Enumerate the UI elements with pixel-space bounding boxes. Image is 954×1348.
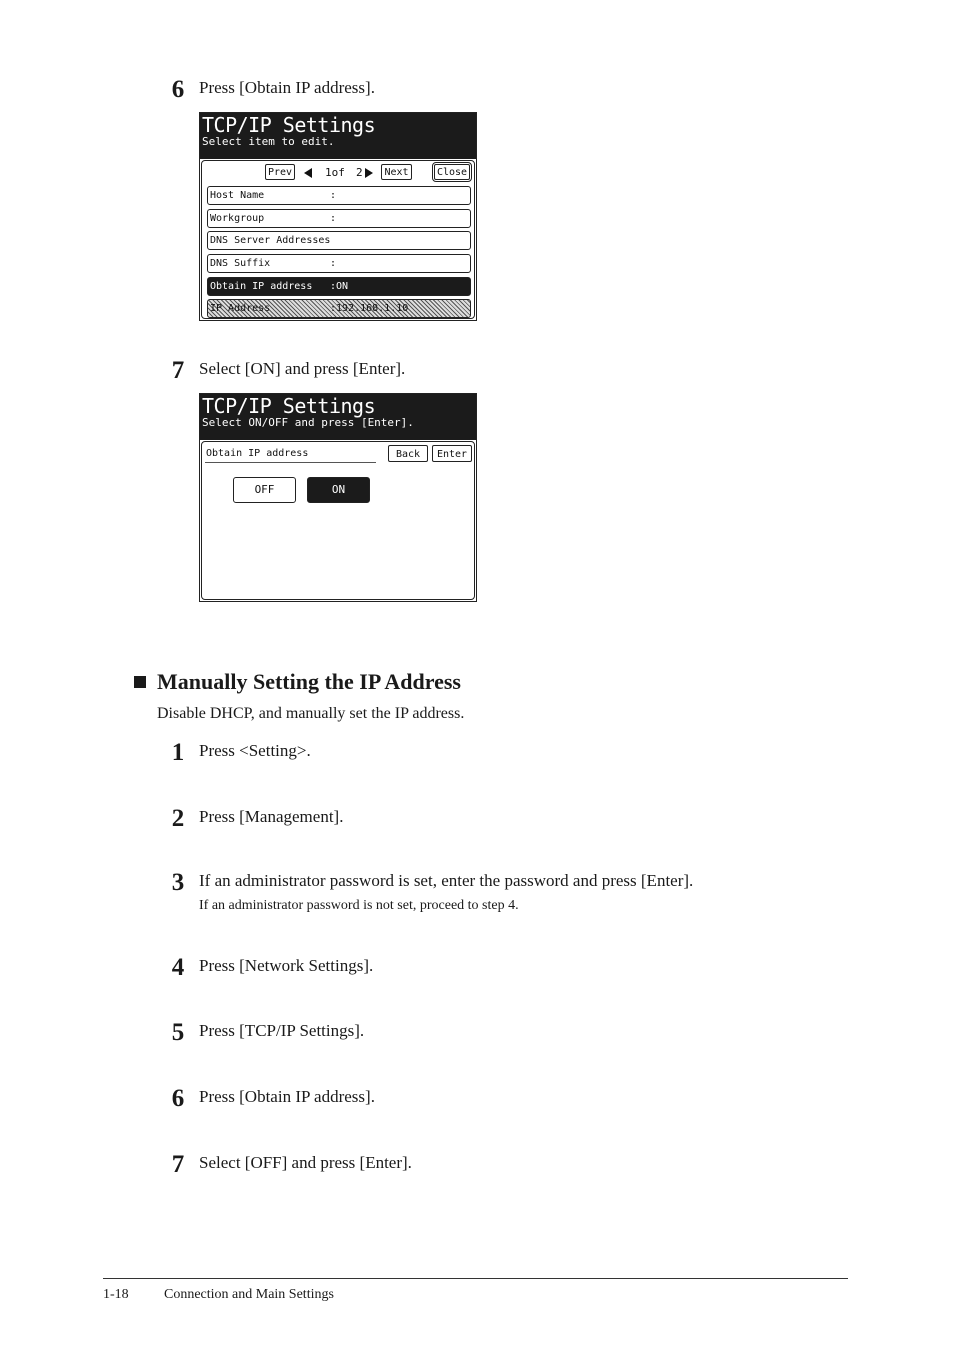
step-text: Select [ON] and press [Enter]. bbox=[199, 359, 406, 378]
enter-button[interactable]: Enter bbox=[432, 445, 472, 462]
step-text: Press [TCP/IP Settings]. bbox=[199, 1021, 365, 1040]
item-label: Workgroup bbox=[210, 213, 265, 224]
left-arrow-icon bbox=[304, 168, 312, 178]
page-total: 2 bbox=[356, 166, 363, 179]
screen-title: TCP/IP Settings bbox=[202, 394, 376, 418]
screen-subtitle: Select item to edit. bbox=[202, 135, 335, 148]
list-item-obtain-ip[interactable] bbox=[207, 277, 471, 296]
list-item-host-name[interactable] bbox=[207, 186, 471, 205]
field-underline bbox=[205, 462, 376, 463]
step-text: Press <Setting>. bbox=[199, 741, 311, 760]
step-number: 7 bbox=[171, 357, 185, 384]
tcpip-settings-screen bbox=[199, 112, 477, 321]
footer-rule bbox=[103, 1278, 848, 1279]
section-description: Disable DHCP, and manually set the IP address. bbox=[157, 705, 465, 722]
step-text: If an administrator password is set, enter the password and press [Enter]. bbox=[199, 871, 694, 890]
back-button[interactable]: Back bbox=[388, 445, 428, 462]
page-number: 1-18 bbox=[103, 1287, 129, 1302]
step-number: 7 bbox=[171, 1151, 185, 1178]
next-button[interactable]: Next bbox=[381, 164, 412, 180]
item-label: Obtain IP address bbox=[210, 281, 313, 292]
step-number: 6 bbox=[171, 1085, 185, 1112]
item-label: IP Address bbox=[210, 303, 271, 314]
list-item-dns-server[interactable] bbox=[207, 231, 471, 250]
obtain-ip-screen bbox=[199, 393, 477, 602]
close-button[interactable]: Close bbox=[434, 164, 470, 180]
prev-button[interactable]: Prev bbox=[265, 164, 295, 180]
step-number: 2 bbox=[171, 805, 185, 832]
screen-body bbox=[201, 160, 475, 319]
step-text: Select [OFF] and press [Enter]. bbox=[199, 1153, 412, 1172]
section-title: Manually Setting the IP Address bbox=[157, 669, 461, 694]
step-text: Press [Obtain IP address]. bbox=[199, 1087, 375, 1106]
right-arrow-icon bbox=[365, 168, 373, 178]
step-number: 5 bbox=[171, 1019, 185, 1046]
screen-body bbox=[201, 441, 475, 600]
off-button[interactable]: OFF bbox=[233, 477, 296, 503]
page-indicator: 1of bbox=[325, 166, 345, 179]
item-label: Host Name bbox=[210, 190, 265, 201]
step-number: 4 bbox=[171, 954, 185, 981]
footer-title: Connection and Main Settings bbox=[164, 1287, 334, 1302]
step-number: 3 bbox=[171, 869, 185, 896]
step-note: If an administrator password is not set, proceed to step 4. bbox=[199, 898, 519, 913]
step-number: 6 bbox=[171, 76, 185, 103]
screen-title: TCP/IP Settings bbox=[202, 113, 376, 137]
step-number: 1 bbox=[171, 739, 185, 766]
step-text: Press [Network Settings]. bbox=[199, 956, 374, 975]
on-button[interactable]: ON bbox=[307, 477, 370, 503]
step-text: Press [Obtain IP address]. bbox=[199, 78, 375, 97]
screen-header bbox=[200, 113, 476, 159]
field-label: Obtain IP address bbox=[206, 448, 309, 459]
item-label: DNS Server Addresses bbox=[210, 235, 331, 246]
item-value: : bbox=[330, 258, 337, 269]
step-text: Press [Management]. bbox=[199, 807, 344, 826]
screen-subtitle: Select ON/OFF and press [Enter]. bbox=[202, 416, 414, 429]
item-value: :ON bbox=[330, 281, 349, 292]
item-value: : bbox=[330, 213, 337, 224]
list-item-dns-suffix[interactable] bbox=[207, 254, 471, 273]
list-item-ip-address bbox=[207, 299, 471, 318]
screen-header bbox=[200, 394, 476, 440]
list-item-workgroup[interactable] bbox=[207, 209, 471, 228]
section-bullet-icon bbox=[134, 676, 146, 688]
item-value: :192.168.1.10 bbox=[330, 303, 409, 314]
item-label: DNS Suffix bbox=[210, 258, 271, 269]
item-value: : bbox=[330, 190, 337, 201]
